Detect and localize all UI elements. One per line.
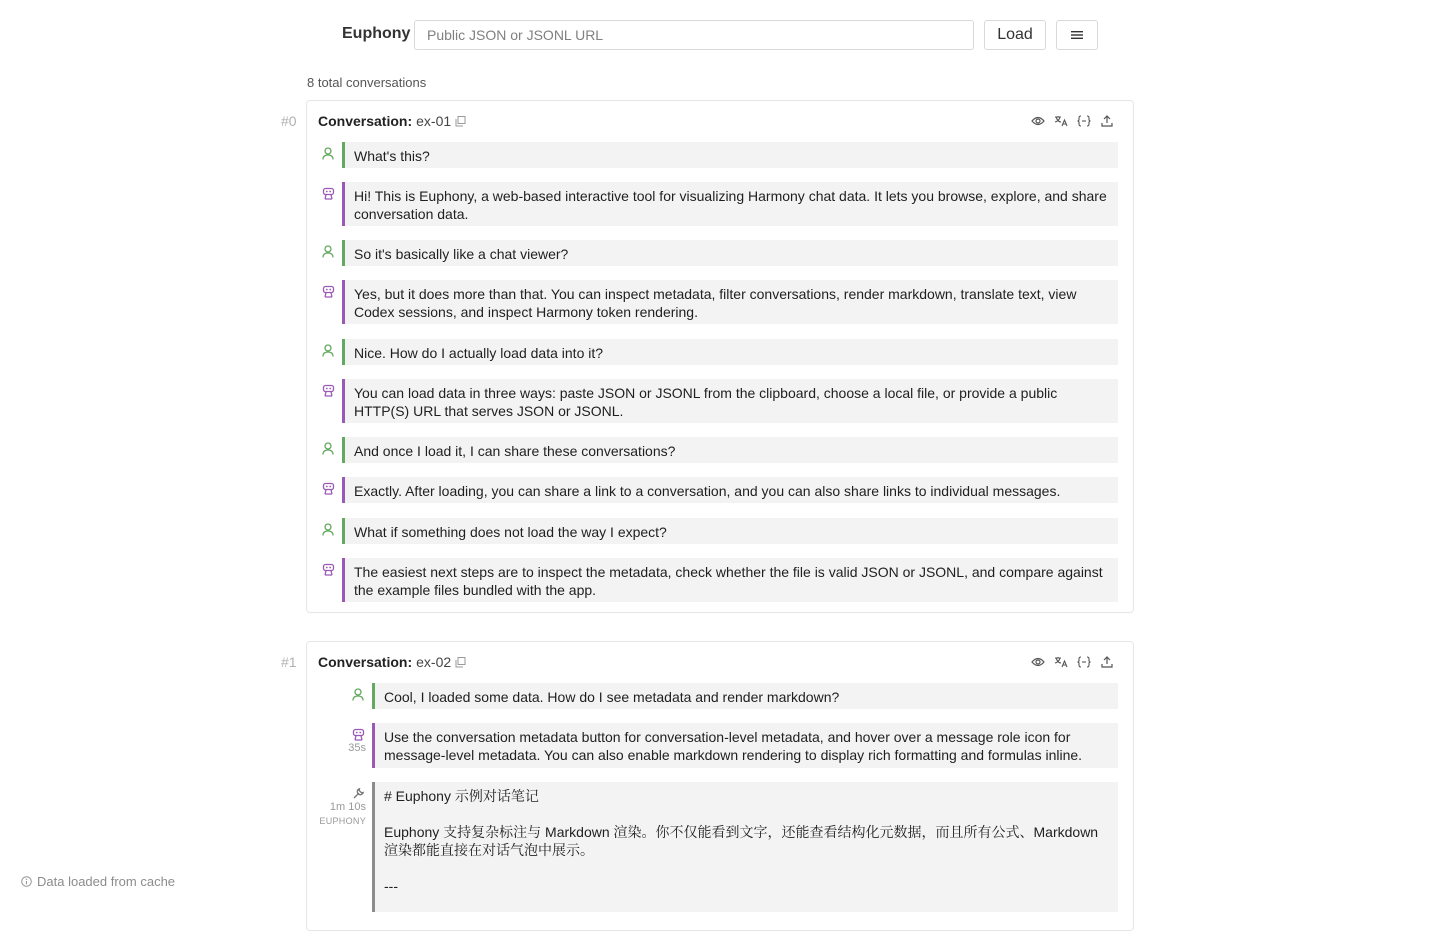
share-upload-icon[interactable] (1099, 113, 1115, 129)
load-button[interactable]: Load (984, 20, 1046, 50)
message-author: EUPHONY (319, 816, 366, 826)
robot-icon[interactable] (322, 563, 336, 577)
message-text: What if something does not load the way I expect? (354, 524, 667, 540)
url-input[interactable] (414, 20, 974, 50)
message-text: Cool, I loaded some data. How do I see metadata and render markdown? (384, 689, 840, 705)
message-text: So it's basically like a chat viewer? (354, 246, 569, 262)
person-icon[interactable] (322, 442, 336, 456)
eye-icon[interactable] (1030, 113, 1046, 129)
share-upload-icon[interactable] (1099, 654, 1115, 670)
message-text: And once I load it, I can share these conversations? (354, 443, 676, 459)
message-text: What's this? (354, 148, 430, 164)
assistant-message (342, 182, 1118, 226)
robot-icon[interactable] (352, 728, 366, 742)
message-text: You can load data in three ways: paste JSON or JSONL from the clipboard, choose a local file, or provide a public HTTP(S) URL that serves JSON or JSONL. (354, 385, 1058, 419)
menu-button[interactable] (1056, 20, 1098, 50)
top-bar (0, 20, 1440, 50)
message-text: Nice. How do I actually load data into it? (354, 345, 604, 361)
message-text: The easiest next steps are to inspect the metadata, check whether the file is valid JSON or JSONL, and compare against the example files bundled with the app. (354, 564, 1103, 598)
copy-icon[interactable] (455, 657, 466, 668)
message-duration: 35s (348, 742, 366, 754)
conversation-index: #0 (281, 113, 297, 129)
eye-icon[interactable] (1030, 654, 1046, 670)
person-icon[interactable] (352, 688, 366, 702)
hamburger-icon (1071, 30, 1083, 40)
conversation-index: #1 (281, 654, 297, 670)
conversation-toolbar (1030, 113, 1115, 129)
message-text: Yes, but it does more than that. You can inspect metadata, filter conversations, render markdown, translate text, view Codex sessions, and inspect Harmony token rendering. (354, 286, 1077, 320)
user-message (342, 437, 1118, 463)
conversation-id: ex-02 (416, 654, 452, 670)
cache-status (21, 874, 175, 889)
assistant-message (372, 723, 1118, 768)
copy-icon[interactable] (455, 116, 466, 127)
person-icon[interactable] (322, 245, 336, 259)
conversation-header (318, 113, 466, 129)
user-message (342, 339, 1118, 365)
tool-message (372, 782, 1118, 912)
assistant-message (342, 558, 1118, 602)
wrench-icon[interactable] (352, 787, 366, 801)
assistant-message (342, 280, 1118, 324)
message-line: --- (384, 878, 398, 894)
message-text: Exactly. After loading, you can share a link to a conversation, and you can also share links to individual messages. (354, 483, 1061, 499)
conversation-label: Conversation: (318, 113, 413, 129)
message-line: Euphony 支持复杂标注与 Markdown 渲染。你不仅能看到文字，还能查看结构化元数据，而且所有公式、Markdown 渲染都能直接在对话气泡中展示。 (384, 824, 1099, 858)
person-icon[interactable] (322, 344, 336, 358)
user-message (342, 240, 1118, 266)
robot-icon[interactable] (322, 482, 336, 496)
person-icon[interactable] (322, 523, 336, 537)
message-text: Use the conversation metadata button for conversation-level metadata, and hover over a message role icon for message-level metadata. You can also enable markdown rendering to display rich formatting and formulas inline. (384, 729, 1083, 763)
info-circle-icon (21, 876, 32, 887)
cache-status-text: Data loaded from cache (37, 874, 176, 889)
message-line (384, 859, 1109, 877)
user-message (372, 683, 1118, 709)
user-message (342, 142, 1118, 168)
code-braces-icon[interactable] (1076, 654, 1092, 670)
robot-icon[interactable] (322, 285, 336, 299)
conversation-toolbar (1030, 654, 1115, 670)
conversation-label: Conversation: (318, 654, 413, 670)
message-line (384, 805, 1109, 823)
user-message (342, 518, 1118, 544)
assistant-message (342, 477, 1118, 503)
message-text: Hi! This is Euphony, a web-based interactive tool for visualizing Harmony chat data. It lets you browse, explore, and share conversation data. (354, 188, 1107, 222)
message-duration: 1m 10s (329, 801, 366, 813)
code-braces-icon[interactable] (1076, 113, 1092, 129)
person-icon[interactable] (322, 147, 336, 161)
translate-icon[interactable] (1053, 654, 1069, 670)
conversation-id: ex-01 (416, 113, 452, 129)
robot-icon[interactable] (322, 384, 336, 398)
app-brand: Euphony (342, 25, 411, 42)
robot-icon[interactable] (322, 187, 336, 201)
conversation-header (318, 654, 466, 670)
assistant-message (342, 379, 1118, 423)
message-line: # Euphony 示例对话笔记 (384, 788, 539, 804)
translate-icon[interactable] (1053, 113, 1069, 129)
total-conversations: 8 total conversations (307, 75, 427, 90)
